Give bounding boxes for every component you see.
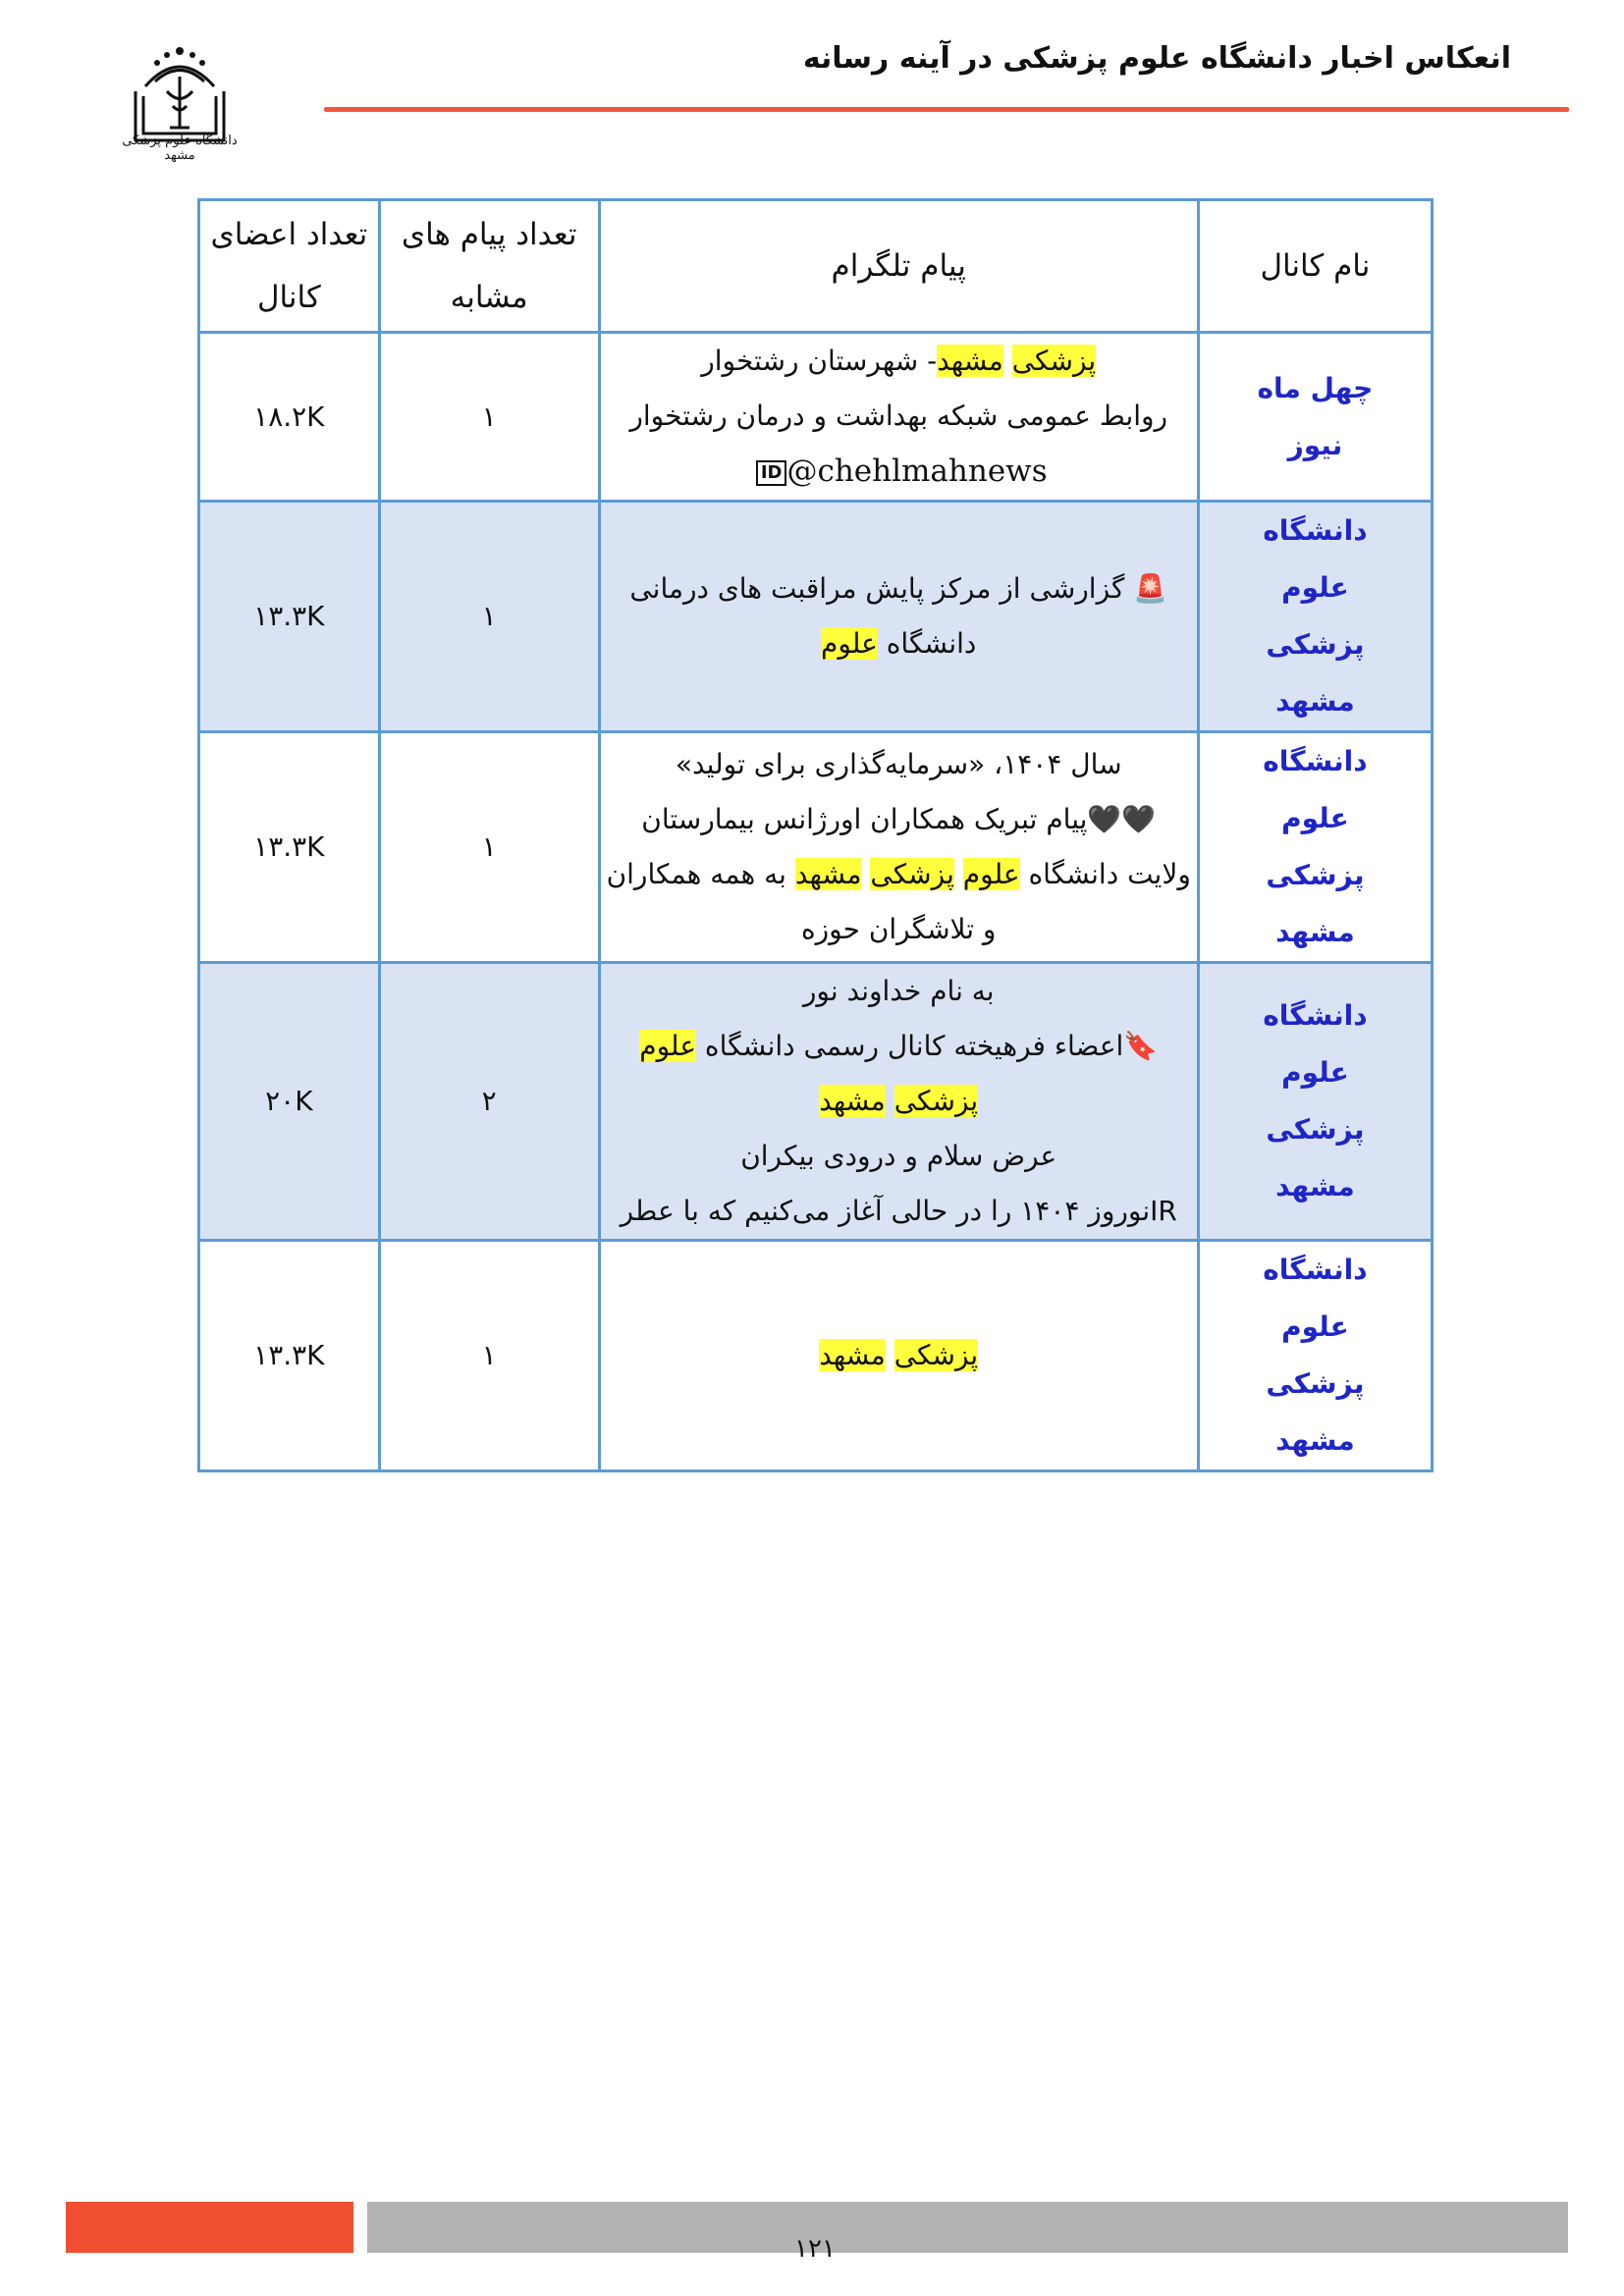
message-line [607, 1328, 1191, 1383]
header-member-count: تعداد اعضای کانال [199, 200, 380, 333]
message-line [607, 1184, 1191, 1239]
message-line [607, 561, 1191, 616]
message-text: 🖤🖤پیام تبریک همکاران اورژانس بیمارستان [641, 803, 1157, 835]
highlighted-keyword: مشهد [937, 345, 1003, 377]
table-header-row [199, 200, 1433, 333]
message-text: - شهرستان رشتخوار [701, 345, 938, 377]
telegram-message [599, 333, 1198, 502]
message-line [607, 737, 1191, 792]
channel-name: دانشگاه علوم پزشکی مشهد [1198, 732, 1432, 963]
message-text: به نام خداوند نور [802, 975, 995, 1007]
highlighted-keyword: پزشکی [1011, 345, 1097, 377]
highlighted-keyword: پزشکی [893, 1085, 979, 1117]
table-row [199, 1241, 1433, 1471]
channel-name: دانشگاه علوم پزشکی مشهد [1198, 502, 1432, 732]
table-body [199, 333, 1433, 1471]
member-count: ۱۳.۳K [199, 502, 380, 732]
highlighted-keyword: علوم [639, 1030, 697, 1062]
message-text [886, 1339, 894, 1371]
message-text [954, 858, 963, 890]
member-count: ۱۳.۳K [199, 732, 380, 963]
highlighted-keyword: مشهد [819, 1085, 886, 1117]
table-row [199, 333, 1433, 502]
message-text [1003, 345, 1012, 377]
member-count: ۱۳.۳K [199, 1241, 380, 1471]
message-line [607, 1074, 1191, 1129]
id-badge-icon: ID [756, 460, 787, 486]
footer-bar [367, 2202, 1568, 2253]
message-text: 🚨 گزارشی از مرکز پایش مراقبت های درمانی [629, 572, 1168, 605]
highlighted-keyword: علوم [962, 858, 1020, 890]
message-line [607, 1019, 1191, 1074]
message-line [607, 334, 1191, 389]
highlighted-keyword: مشهد [794, 858, 862, 890]
message-text: عرض سلام و درودی بیکران [740, 1140, 1057, 1172]
similar-count: ۱ [379, 1241, 599, 1471]
telegram-message [599, 963, 1198, 1241]
similar-count: ۱ [379, 732, 599, 963]
telegram-message [599, 732, 1198, 963]
channel-handle-line [607, 444, 1191, 500]
channel-name: دانشگاه علوم پزشکی مشهد [1198, 963, 1432, 1241]
logo-caption: دانشگاه علوم پزشکی مشهد [122, 133, 238, 163]
message-text: 🔖اعضاء فرهیخته کانال رسمی دانشگاه [696, 1030, 1159, 1062]
message-text [886, 1085, 894, 1117]
message-line [607, 616, 1191, 671]
message-text: به همه همکاران [606, 858, 795, 890]
message-line [607, 389, 1191, 444]
message-text: ولایت دانشگاه [1019, 858, 1191, 890]
message-text: IRنوروز ۱۴۰۴ را در حالی آغاز می‌کنیم که با عطر [620, 1195, 1177, 1227]
message-line [607, 964, 1191, 1019]
highlighted-keyword: پزشکی [870, 858, 954, 890]
message-line [607, 902, 1191, 957]
message-line [607, 1129, 1191, 1184]
member-count: ۱۸.۲K [199, 333, 380, 502]
similar-count: ۲ [379, 963, 599, 1241]
table-row [199, 502, 1433, 732]
page-number: ۱۲۱ [794, 2234, 836, 2264]
highlighted-keyword: علوم [821, 627, 878, 660]
channel-handle[interactable]: @chehlmahnews [786, 454, 1048, 489]
message-text: و تلاشگران حوزه [800, 913, 997, 945]
similar-count: ۱ [379, 502, 599, 732]
highlighted-keyword: مشهد [819, 1339, 886, 1371]
message-text: دانشگاه [877, 627, 977, 660]
table-row [199, 963, 1433, 1241]
footer-accent-bar [66, 2202, 353, 2253]
news-table [197, 198, 1434, 1472]
header-similar-count: تعداد پیام های مشابه [379, 200, 599, 333]
similar-count: ۱ [379, 333, 599, 502]
page-header-title: انعکاس اخبار دانشگاه علوم پزشکی در آینه رسانه [802, 41, 1511, 76]
table-row [199, 732, 1433, 963]
member-count: ۲۰K [199, 963, 380, 1241]
channel-name: دانشگاه علوم پزشکی مشهد [1198, 1241, 1432, 1471]
header-channel-name: نام کانال [1198, 200, 1432, 333]
header-message: پیام تلگرام [599, 200, 1198, 333]
telegram-message [599, 1241, 1198, 1471]
telegram-message [599, 502, 1198, 732]
highlighted-keyword: پزشکی [893, 1339, 979, 1371]
header-divider [324, 107, 1569, 112]
message-text: سال ۱۴۰۴، «سرمایه‌گذاری برای تولید» [675, 748, 1122, 780]
message-line [607, 847, 1191, 902]
message-line [607, 792, 1191, 847]
message-text: روابط عمومی شبکه بهداشت و درمان رشتخوار [629, 400, 1168, 432]
channel-name: چهل ماه نیوز [1198, 333, 1432, 502]
